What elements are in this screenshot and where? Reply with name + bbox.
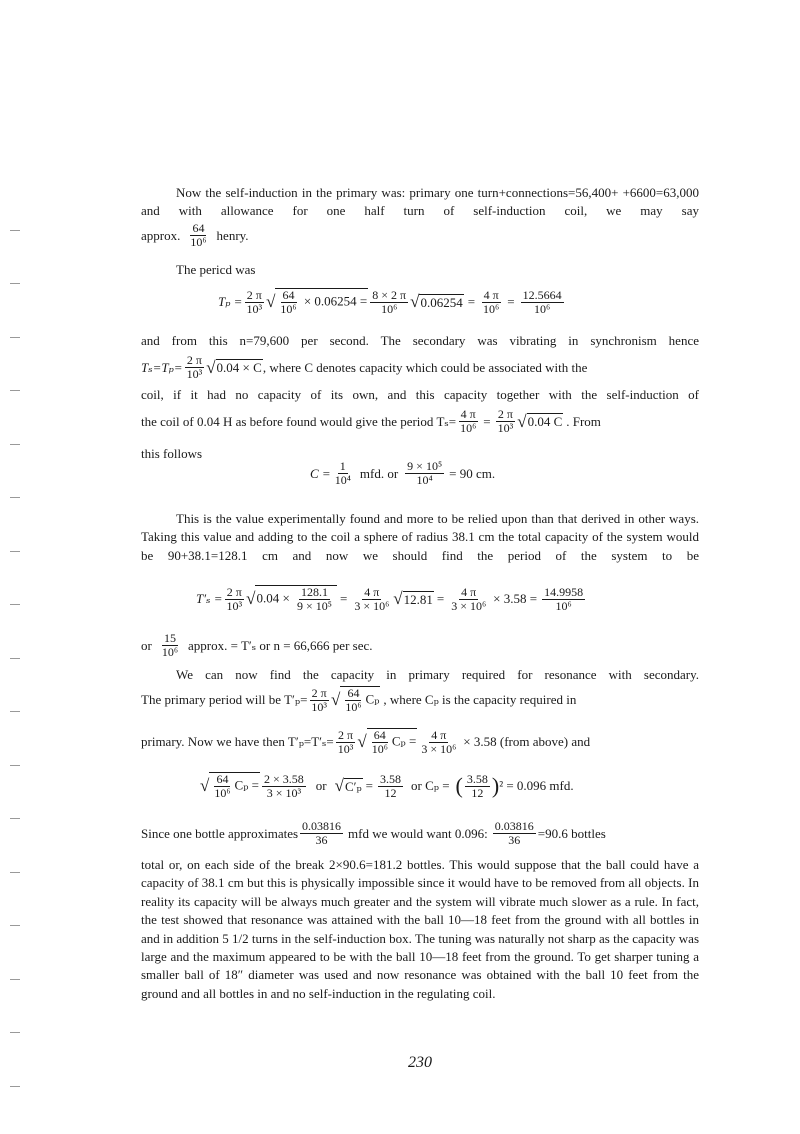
primary-equality-line: primary. Now we have then T′ₚ=T′ₛ= $\frac{2 \pi}{\text{10³}}$ √ $\frac{64}{\text{10⁶}}$ Cₚ = $\frac{4 \pi}{\text{3 × 10⁶}}$ × 3.58 (from above) and — [141, 727, 591, 756]
margin-mark — [10, 230, 20, 231]
approx-fraction: 64 10⁶ — [190, 221, 207, 249]
equation-system-period: T′ₛ = $\frac{2 \pi}{\text{10³}}$ √ 0.04 × $\frac{128.1}{\text{9 × 10⁵}}$ = $\frac{4 \pi}{\text{3 × 10⁶}}$ √ 12.81 = $\frac{4 \pi}{\text{3 × 10⁶}}$ × 3.58 = $\frac{14.9958}{\text{10⁶}}$ — [196, 584, 584, 613]
margin-mark — [10, 283, 20, 284]
margin-mark — [10, 337, 20, 338]
margin-mark — [10, 551, 20, 552]
this-follows: this follows — [141, 446, 203, 461]
margin-mark — [10, 765, 20, 766]
period-intro: The pericd was — [176, 262, 256, 277]
primary-period-line: The primary period will be T′ₚ= $\frac{2 \pi}{\text{10³}}$ √ $\frac{64}{\text{10⁶}}$ Cₚ , where Cₚ is the capacity required in — [141, 685, 577, 714]
paragraph-self-induction: Now the self-induction in the primary was: primary one turn+connections=56,400+ +6600=63,000 and with allowance for one half turn of self-induction coil, we may say — [141, 185, 699, 219]
margin-mark — [10, 497, 20, 498]
equation-capacity: C = $\frac{1}{\text{10⁴}}$ mfd. or $\frac{\text{9 × 10⁵}}{\text{10⁴}}$ = 90 cm. — [310, 459, 496, 487]
bottles-line: Since one bottle approximates 0.03816 36 mfd we would want 0.096: $\frac{0.03816}{36}$ =90.6 bottles — [141, 819, 606, 847]
margin-mark — [10, 1086, 20, 1087]
margin-mark — [10, 925, 20, 926]
or-approx-line: or 15 10⁶ approx. = T′ₛ or n = 66,666 per sec. — [141, 631, 373, 659]
equation-primary-period: Tₚ = $\frac{2 \pi}{\text{10³}}$ √ $\frac{64}{\text{10⁶}}$ × 0.06254 = $\frac{8 \times 2 \pi}{\text{10⁶}}$ √ 0.06254 = $\frac{4 \pi}{\text{10⁶}}$ = $\frac{12.5664}{\text{10⁶}}$ — [218, 287, 562, 316]
margin-mark — [10, 979, 20, 980]
margin-mark — [10, 444, 20, 445]
paragraph-bottles: total or, on each side of the break 2×90.6=181.2 bottles. This would suppose that the ball could have a capacity of 38.1 cm but this is physically impossible since it would have to be removed from all objects. In reality its capacity will be always much greater and the system will vibrate much slower as a rule. In fact, the test showed that resonance was attained with the ball 10—18 feet from the ground with all bottles in and in addition 5 1/2 turns in the self-induction box. The tuning was naturally not sharp as the capacity was large and the maximum appeared to be with the ball 10—18 feet from the ground. To get sharper tuning a smaller ball of 18″ diameter was used and now resonance was obtained with the ball 10 feet from the ground and all bottles in and no self-induction in the regulating coil. — [141, 857, 699, 1001]
equation-primary-capacity: √ $\frac{64}{\text{10⁶}}$ Cₚ = $\frac{2 \times 3.58}{\text{3 × 10³}}$ or √ C′ₚ = $\frac{3.58}{12}$ or Cₚ = ( 3.58 12 ) ² = 0.096 mfd. — [200, 771, 574, 800]
margin-mark — [10, 711, 20, 712]
secondary-period-line: Tₛ=Tₚ= $\frac{2 \pi}{\text{10³}}$ √ 0.04 × C , where C denotes capacity which could be associated with the — [141, 353, 588, 381]
margin-mark — [10, 872, 20, 873]
margin-mark — [10, 390, 20, 391]
margin-mark — [10, 604, 20, 605]
paragraph-coil: coil, if it had no capacity of its own, and this capacity together with the self-induction of — [141, 387, 699, 402]
margin-mark — [10, 658, 20, 659]
margin-mark — [10, 818, 20, 819]
paragraph-resonance: We can now find the capacity in primary required for resonance with secondary. — [176, 667, 699, 682]
paragraph-synchronism: and from this n=79,600 per second. The secondary was vibrating in synchronism hence — [141, 333, 699, 348]
approx-line: approx. 64 10⁶ henry. — [141, 221, 249, 249]
page-number: 230 — [408, 1054, 432, 1071]
period-coil-line: the coil of 0.04 H as before found would give the period Tₛ= $\frac{4 \pi}{\text{10⁶}}$ = $\frac{2 \pi}{\text{10³}}$ √ 0.04 C . From — [141, 407, 601, 435]
paragraph-experimental: This is the value experimentally found and more to be relied upon than that derived in other ways. Taking this value and adding to the coil a sphere of radius 38.1 cm the total capacity of the system would be 90+38.1=128.1 cm and now we should find the period of the system to be — [141, 511, 699, 563]
margin-mark — [10, 1032, 20, 1033]
